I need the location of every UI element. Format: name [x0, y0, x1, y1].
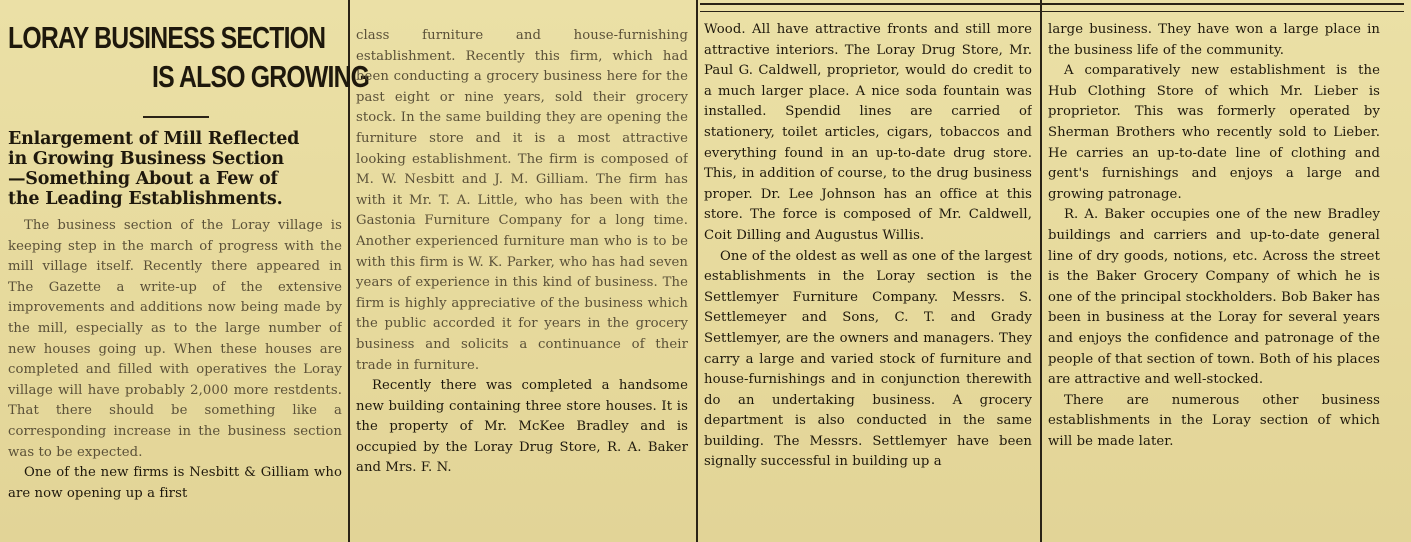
deck-line: in Growing Business Section — [8, 149, 284, 169]
deck-line: the Leading Establishments. — [8, 189, 283, 209]
body-paragraph: Recently there was completed a handsome new building containing three store houses. It is the property of Mr. McKee Bradley and is occupied by the Loray Drug Store, R. A. Baker and Mrs. F. N. — [356, 378, 688, 476]
top-rule — [700, 3, 1404, 12]
headline-line-1: LORAY BUSINESS SECTION — [8, 20, 326, 55]
body-paragraph: R. A. Baker occupies one of the new Bradley buildings and carriers and up-to-date general line of dry goods, notions, etc. Across the street is the Baker Grocery Company of which he is one of the principal stockholders. Bob Baker has been in business at the Loray for several years and enjoys the confidence and patronage of the people of that section of town. Both of his places are attractive and well-stocked. — [1048, 207, 1380, 388]
headline-divider — [143, 116, 209, 118]
article-column-2 — [356, 26, 688, 542]
body-paragraph: class furniture and house-furnishing establishment. Recently this firm, which had been conducting a grocery business here for the past eight or nine years, sold their grocery stock. In the same building they are opening the furniture store and it is a most attractive looking establishment. The firm is composed of M. W. Nesbitt and J. M. Gilliam. The firm has with it Mr. T. A. Little, who has been with the Gastonia Furniture Company for a long time. Another experienced furniture man who is to be with this firm is W. K. Parker, who has had seven years of experience in this kind of business. The firm is highly appreciative of the business which the public accorded it for years in the grocery business and solicits a continuance of their trade in furniture. — [356, 28, 688, 373]
body-paragraph: A comparatively new establishment is the Hub Clothing Store of which Mr. Lieber is proprietor. This was formerly operated by Sherman Brothers who recently sold to Lieber. He carries an up-to-date line of clothing and gent's furnishings and enjoys a large and growing patronage. — [1048, 63, 1380, 202]
deck-line: Enlargement of Mill Reflected — [8, 129, 300, 149]
body-paragraph: There are numerous other business establishments in the Loray section of which will be made later. — [1048, 392, 1380, 449]
column-rule — [696, 0, 698, 542]
deck-line: —Something About a Few of — [8, 169, 278, 189]
body-paragraph: One of the new firms is Nesbitt & Gilliam who are now opening up a first — [8, 465, 342, 501]
body-paragraph: One of the oldest as well as one of the largest establishments in the Loray section is the Settlemyer Furniture Company. Messrs. S. Settlemeyer and Sons, C. T. and Grady Settlemyer, are the owners and managers. They carry a large and varied stock of furniture and house-furnishings and in conjunction therewith do an undertaking business. A grocery department is also conducted in the same building. The Messrs. Settlemyer have been signally successful in building up a — [704, 248, 1032, 470]
body-paragraph: Wood. All have attractive fronts and still more attractive interiors. The Loray Drug Store, Mr. Paul G. Caldwell, proprietor, would do credit to a much larger place. A nice soda fountain was installed. Spendid lines are carried of stationery, toilet articles, cigars, tobaccos and everything found in an up-to-date drug store. This, in addition of course, to the drug business proper. Dr. Lee Johnson has an office at this store. The force is composed of Mr. Caldwell, Coit Dilling and Augustus Willis. — [704, 22, 1032, 243]
column-rule — [1040, 0, 1042, 542]
headline-line-2: IS ALSO GROWING — [152, 59, 370, 94]
article-column-1 — [8, 216, 342, 542]
body-paragraph: large business. They have won a large place in the business life of the community. — [1048, 22, 1380, 58]
article-column-3 — [704, 20, 1032, 542]
article-column-4 — [1048, 20, 1380, 542]
subheadline-deck — [8, 129, 342, 209]
body-paragraph: The business section of the Loray village is keeping step in the march of progress with the mill village itself. Recently there appeared in The Gazette a write-up of the extensive improvements and additions now being made by the mill, especially as to the large number of new houses going up. When these houses are completed and filled with operatives the Loray village will have probably 2,000 more restdents. That there should be something like a corresponding increase in the business section was to be expected. — [8, 218, 342, 460]
